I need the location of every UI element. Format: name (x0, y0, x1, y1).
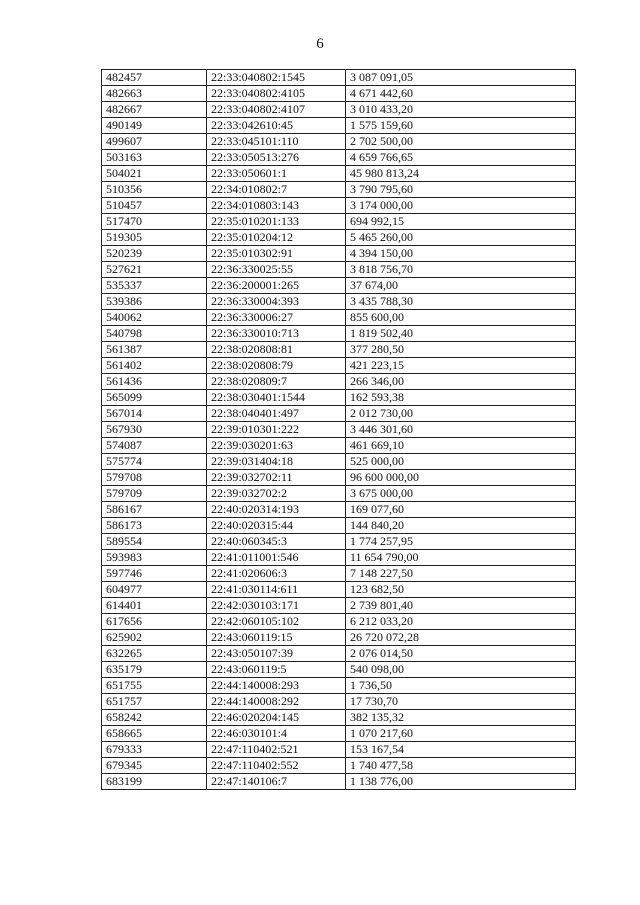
record-id-cell: 535337 (102, 278, 207, 294)
record-id-cell: 561402 (102, 358, 207, 374)
record-id-cell: 565099 (102, 390, 207, 406)
registry-table (101, 69, 576, 790)
value-cell: 169 077,60 (346, 502, 576, 518)
table-row (102, 774, 576, 790)
value-cell: 4 671 442,60 (346, 86, 576, 102)
value-cell: 1 774 257,95 (346, 534, 576, 550)
cadastral-number-cell: 22:42:060105:102 (207, 614, 346, 630)
record-id-cell: 490149 (102, 118, 207, 134)
value-cell: 26 720 072,28 (346, 630, 576, 646)
cadastral-number-cell: 22:47:140106:7 (207, 774, 346, 790)
table-body (102, 70, 576, 790)
value-cell: 2 012 730,00 (346, 406, 576, 422)
cadastral-number-cell: 22:38:020809:7 (207, 374, 346, 390)
value-cell: 5 465 260,00 (346, 230, 576, 246)
cadastral-number-cell: 22:38:020808:79 (207, 358, 346, 374)
cadastral-number-cell: 22:46:020204:145 (207, 710, 346, 726)
table-row (102, 262, 576, 278)
record-id-cell: 593983 (102, 550, 207, 566)
record-id-cell: 561387 (102, 342, 207, 358)
table-row (102, 118, 576, 134)
cadastral-number-cell: 22:33:050601:1 (207, 166, 346, 182)
cadastral-number-cell: 22:39:010301:222 (207, 422, 346, 438)
cadastral-number-cell: 22:41:020606:3 (207, 566, 346, 582)
value-cell: 266 346,00 (346, 374, 576, 390)
value-cell: 37 674,00 (346, 278, 576, 294)
value-cell: 461 669,10 (346, 438, 576, 454)
value-cell: 144 840,20 (346, 518, 576, 534)
table-row (102, 662, 576, 678)
cadastral-number-cell: 22:40:060345:3 (207, 534, 346, 550)
cadastral-number-cell: 22:40:020314:193 (207, 502, 346, 518)
record-id-cell: 527621 (102, 262, 207, 278)
table-row (102, 742, 576, 758)
record-id-cell: 625902 (102, 630, 207, 646)
record-id-cell: 567014 (102, 406, 207, 422)
table-row (102, 406, 576, 422)
table-row (102, 166, 576, 182)
cadastral-number-cell: 22:38:020808:81 (207, 342, 346, 358)
table-row (102, 470, 576, 486)
table-row (102, 726, 576, 742)
value-cell: 17 730,70 (346, 694, 576, 710)
value-cell: 855 600,00 (346, 310, 576, 326)
value-cell: 377 280,50 (346, 342, 576, 358)
value-cell: 3 790 795,60 (346, 182, 576, 198)
table-row (102, 550, 576, 566)
value-cell: 6 212 033,20 (346, 614, 576, 630)
cadastral-number-cell: 22:43:060119:15 (207, 630, 346, 646)
record-id-cell: 561436 (102, 374, 207, 390)
record-id-cell: 499607 (102, 134, 207, 150)
cadastral-number-cell: 22:46:030101:4 (207, 726, 346, 742)
value-cell: 694 992,15 (346, 214, 576, 230)
record-id-cell: 658242 (102, 710, 207, 726)
table-row (102, 614, 576, 630)
record-id-cell: 574087 (102, 438, 207, 454)
record-id-cell: 539386 (102, 294, 207, 310)
value-cell: 525 000,00 (346, 454, 576, 470)
cadastral-number-cell: 22:33:040802:1545 (207, 70, 346, 86)
value-cell: 1 736,50 (346, 678, 576, 694)
record-id-cell: 579708 (102, 470, 207, 486)
record-id-cell: 510356 (102, 182, 207, 198)
record-id-cell: 586173 (102, 518, 207, 534)
record-id-cell: 614401 (102, 598, 207, 614)
record-id-cell: 679345 (102, 758, 207, 774)
value-cell: 1 138 776,00 (346, 774, 576, 790)
value-cell: 162 593,38 (346, 390, 576, 406)
cadastral-number-cell: 22:34:010802:7 (207, 182, 346, 198)
cadastral-number-cell: 22:36:330006:27 (207, 310, 346, 326)
cadastral-number-cell: 22:47:110402:552 (207, 758, 346, 774)
cadastral-number-cell: 22:40:020315:44 (207, 518, 346, 534)
record-id-cell: 575774 (102, 454, 207, 470)
table-row (102, 310, 576, 326)
cadastral-number-cell: 22:38:040401:497 (207, 406, 346, 422)
table-row (102, 518, 576, 534)
cadastral-number-cell: 22:36:330004:393 (207, 294, 346, 310)
cadastral-number-cell: 22:35:010204:12 (207, 230, 346, 246)
record-id-cell: 503163 (102, 150, 207, 166)
record-id-cell: 510457 (102, 198, 207, 214)
cadastral-number-cell: 22:44:140008:293 (207, 678, 346, 694)
table-row (102, 678, 576, 694)
table-row (102, 246, 576, 262)
record-id-cell: 651757 (102, 694, 207, 710)
record-id-cell: 597746 (102, 566, 207, 582)
record-id-cell: 632265 (102, 646, 207, 662)
table-row (102, 534, 576, 550)
cadastral-number-cell: 22:33:040802:4105 (207, 86, 346, 102)
cadastral-number-cell: 22:33:050513:276 (207, 150, 346, 166)
record-id-cell: 589554 (102, 534, 207, 550)
table-row (102, 278, 576, 294)
value-cell: 382 135,32 (346, 710, 576, 726)
record-id-cell: 651755 (102, 678, 207, 694)
value-cell: 1 740 477,58 (346, 758, 576, 774)
record-id-cell: 540798 (102, 326, 207, 342)
table-row (102, 198, 576, 214)
table-row (102, 758, 576, 774)
cadastral-number-cell: 22:39:030201:63 (207, 438, 346, 454)
cadastral-number-cell: 22:33:045101:110 (207, 134, 346, 150)
cadastral-number-cell: 22:43:060119:5 (207, 662, 346, 678)
cadastral-number-cell: 22:41:030114:611 (207, 582, 346, 598)
table-row (102, 150, 576, 166)
value-cell: 96 600 000,00 (346, 470, 576, 486)
page-number: 6 (316, 36, 324, 52)
table-row (102, 70, 576, 86)
record-id-cell: 520239 (102, 246, 207, 262)
table-row (102, 502, 576, 518)
record-id-cell: 635179 (102, 662, 207, 678)
value-cell: 3 446 301,60 (346, 422, 576, 438)
cadastral-number-cell: 22:36:330010:713 (207, 326, 346, 342)
cadastral-number-cell: 22:36:200001:265 (207, 278, 346, 294)
value-cell: 2 076 014,50 (346, 646, 576, 662)
table-row (102, 326, 576, 342)
value-cell: 3 174 000,00 (346, 198, 576, 214)
record-id-cell: 579709 (102, 486, 207, 502)
value-cell: 11 654 790,00 (346, 550, 576, 566)
cadastral-number-cell: 22:36:330025:55 (207, 262, 346, 278)
record-id-cell: 617656 (102, 614, 207, 630)
table-row (102, 214, 576, 230)
table-row (102, 710, 576, 726)
record-id-cell: 604977 (102, 582, 207, 598)
value-cell: 3 818 756,70 (346, 262, 576, 278)
table-row (102, 422, 576, 438)
table-row (102, 102, 576, 118)
cadastral-number-cell: 22:35:010302:91 (207, 246, 346, 262)
record-id-cell: 482457 (102, 70, 207, 86)
value-cell: 3 675 000,00 (346, 486, 576, 502)
record-id-cell: 658665 (102, 726, 207, 742)
table-row (102, 374, 576, 390)
table-row (102, 134, 576, 150)
cadastral-number-cell: 22:44:140008:292 (207, 694, 346, 710)
table-row (102, 630, 576, 646)
cadastral-number-cell: 22:41:011001:546 (207, 550, 346, 566)
record-id-cell: 482663 (102, 86, 207, 102)
record-id-cell: 504021 (102, 166, 207, 182)
record-id-cell: 519305 (102, 230, 207, 246)
cadastral-number-cell: 22:43:050107:39 (207, 646, 346, 662)
cadastral-number-cell: 22:39:032702:2 (207, 486, 346, 502)
record-id-cell: 540062 (102, 310, 207, 326)
value-cell: 4 659 766,65 (346, 150, 576, 166)
value-cell: 2 702 500,00 (346, 134, 576, 150)
cadastral-number-cell: 22:33:042610:45 (207, 118, 346, 134)
value-cell: 1 819 502,40 (346, 326, 576, 342)
table-row (102, 454, 576, 470)
cadastral-number-cell: 22:38:030401:1544 (207, 390, 346, 406)
record-id-cell: 482667 (102, 102, 207, 118)
value-cell: 2 739 801,40 (346, 598, 576, 614)
table-row (102, 342, 576, 358)
table-row (102, 438, 576, 454)
value-cell: 540 098,00 (346, 662, 576, 678)
cadastral-number-cell: 22:39:032702:11 (207, 470, 346, 486)
table-row (102, 566, 576, 582)
value-cell: 3 010 433,20 (346, 102, 576, 118)
table-row (102, 694, 576, 710)
table-row (102, 86, 576, 102)
cadastral-number-cell: 22:33:040802:4107 (207, 102, 346, 118)
table-row (102, 358, 576, 374)
record-id-cell: 517470 (102, 214, 207, 230)
value-cell: 3 087 091,05 (346, 70, 576, 86)
value-cell: 4 394 150,00 (346, 246, 576, 262)
record-id-cell: 679333 (102, 742, 207, 758)
table-row (102, 294, 576, 310)
record-id-cell: 586167 (102, 502, 207, 518)
table-row (102, 598, 576, 614)
record-id-cell: 683199 (102, 774, 207, 790)
table-row (102, 230, 576, 246)
cadastral-number-cell: 22:39:031404:18 (207, 454, 346, 470)
value-cell: 421 223,15 (346, 358, 576, 374)
value-cell: 1 575 159,60 (346, 118, 576, 134)
cadastral-number-cell: 22:47:110402:521 (207, 742, 346, 758)
table-row (102, 486, 576, 502)
value-cell: 123 682,50 (346, 582, 576, 598)
cadastral-number-cell: 22:34:010803:143 (207, 198, 346, 214)
table-row (102, 646, 576, 662)
value-cell: 45 980 813,24 (346, 166, 576, 182)
value-cell: 153 167,54 (346, 742, 576, 758)
table-row (102, 390, 576, 406)
table-row (102, 182, 576, 198)
value-cell: 7 148 227,50 (346, 566, 576, 582)
value-cell: 3 435 788,30 (346, 294, 576, 310)
table-row (102, 582, 576, 598)
record-id-cell: 567930 (102, 422, 207, 438)
cadastral-number-cell: 22:42:030103:171 (207, 598, 346, 614)
cadastral-number-cell: 22:35:010201:133 (207, 214, 346, 230)
value-cell: 1 070 217,60 (346, 726, 576, 742)
